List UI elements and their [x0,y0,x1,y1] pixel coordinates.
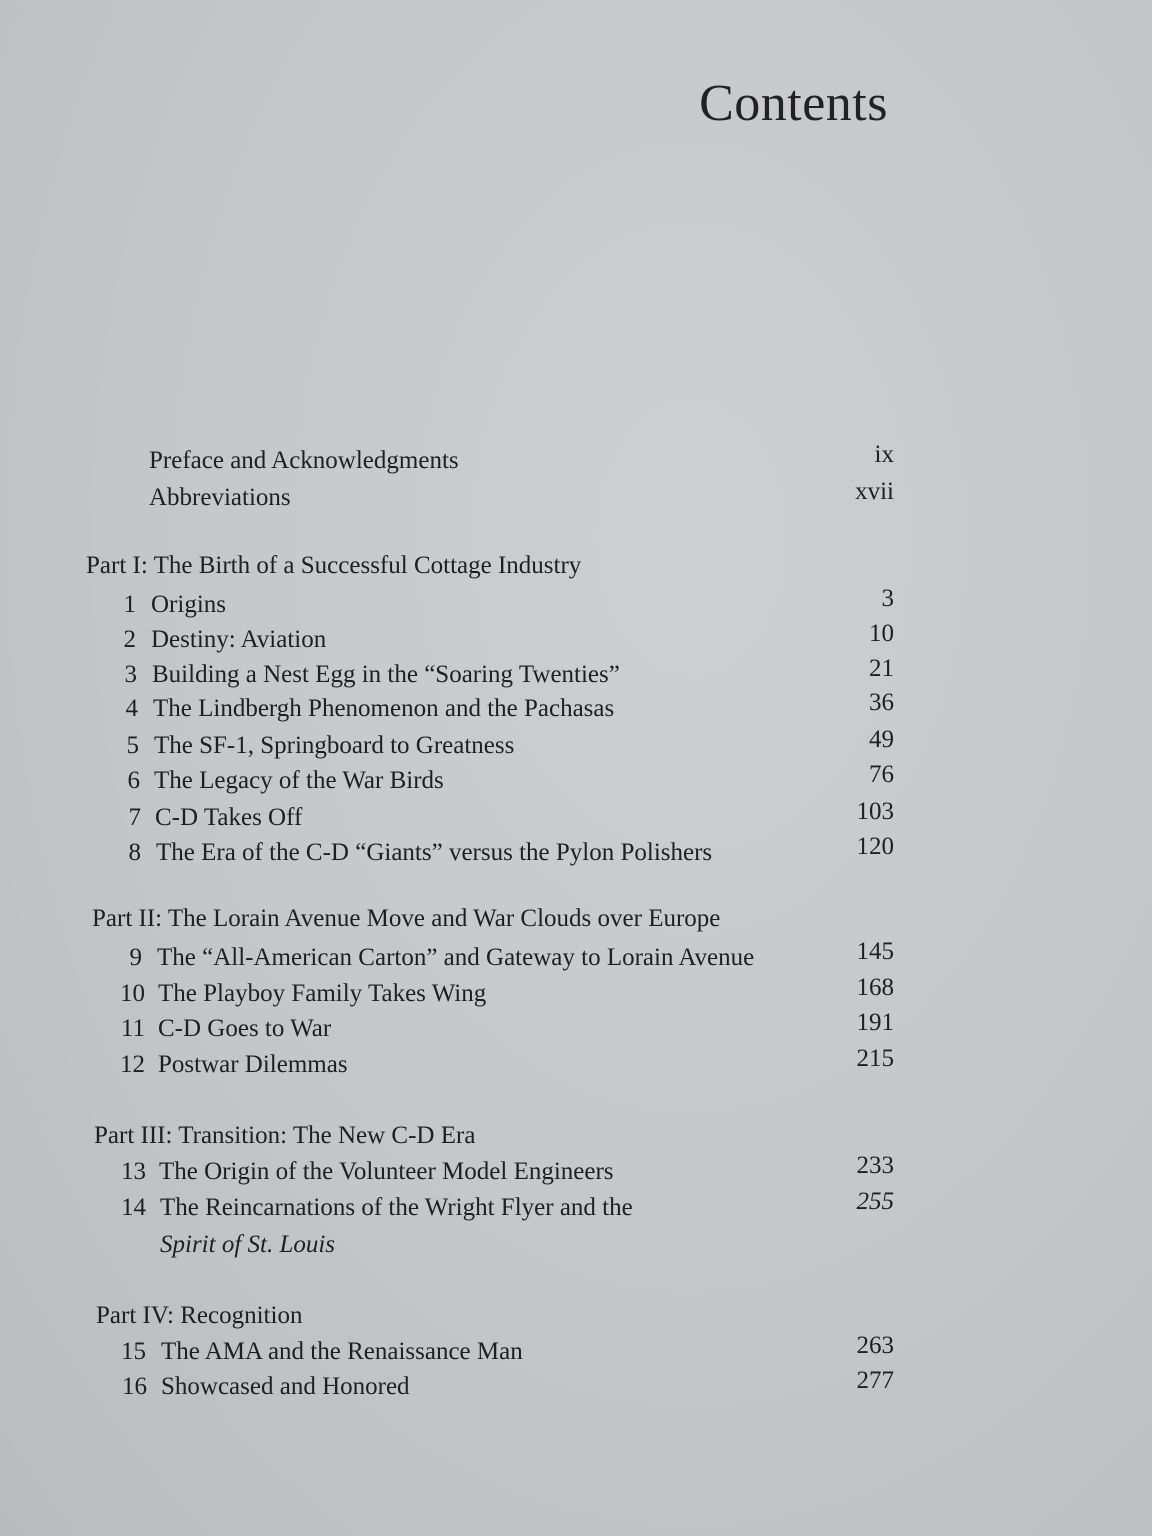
toc-chapter [0,585,1152,620]
chapter-page: 120 [856,833,894,860]
chapter-title: The Reincarnations of the Wright Flyer and the [160,1194,633,1221]
toc-entry-label: Preface and Acknowledgments [149,447,459,474]
chapter-page: 103 [856,798,894,825]
chapter-title: The Origin of the Volunteer Model Engineers [159,1158,614,1185]
chapter-title: The AMA and the Renaissance Man [161,1338,523,1365]
page-title: Contents [699,75,888,132]
part-heading: Part IV: Recognition [96,1302,303,1329]
toc-entry-preface [0,441,1152,476]
part-heading: Part I: The Birth of a Successful Cottage Industry [86,552,582,579]
toc-entry-page: ix [874,441,894,468]
chapter-page: 3 [881,585,894,612]
chapter-number: 8 [128,839,141,866]
chapter-number: 5 [126,732,139,759]
toc-chapter [0,833,1152,868]
chapter-title: C-D Goes to War [158,1015,332,1042]
toc-chapter [0,1332,1152,1367]
toc-chapter [0,1188,1152,1223]
chapter-title: The Legacy of the War Birds [154,767,444,794]
chapter-page: 233 [856,1152,894,1179]
chapter-number: 9 [129,944,142,971]
chapter-number: 1 [123,591,136,618]
toc-chapter [0,974,1152,1009]
chapter-title: The Era of the C-D “Giants” versus the Pylon Polishers [156,839,713,866]
chapter-title: C-D Takes Off [155,804,303,831]
chapter-page: 215 [856,1045,894,1072]
toc-entry-page: xvii [855,478,894,505]
toc-chapter [0,938,1152,973]
chapter-page: 21 [869,655,894,682]
chapter-number: 4 [125,695,138,722]
toc-chapter [0,1009,1152,1044]
chapter-title-continuation: Spirit of St. Louis [160,1231,336,1258]
chapter-number: 2 [123,626,136,653]
chapter-number: 12 [120,1051,145,1078]
chapter-page: 36 [869,689,894,716]
toc-entry-label: Abbreviations [149,484,291,511]
chapter-page: 49 [869,726,894,753]
chapter-title: Postwar Dilemmas [158,1051,348,1078]
chapter-title: Destiny: Aviation [151,626,327,653]
chapter-number: 3 [124,661,137,688]
chapter-number: 11 [120,1015,145,1042]
chapter-number: 16 [122,1373,147,1400]
toc-chapter [0,726,1152,761]
chapter-title: Building a Nest Egg in the “Soaring Twenties” [152,661,620,688]
part-heading: Part III: Transition: The New C-D Era [94,1122,476,1149]
toc-chapter [0,798,1152,833]
chapter-number: 10 [120,980,145,1007]
chapter-number: 7 [128,804,141,831]
toc-chapter [0,1152,1152,1187]
chapter-number: 6 [127,767,140,794]
chapter-number: 15 [121,1338,146,1365]
chapter-title: The Playboy Family Takes Wing [158,980,487,1007]
chapter-title: The SF-1, Springboard to Greatness [154,732,515,759]
chapter-title: The “All-American Carton” and Gateway to Lorain Avenue [157,944,755,971]
chapter-page: 263 [856,1332,894,1359]
chapter-number: 14 [121,1194,146,1221]
chapter-title: Origins [151,591,226,618]
toc-chapter [0,620,1152,655]
chapter-page: 191 [856,1009,894,1036]
toc-entry-abbreviations [0,478,1152,513]
toc-chapter-continuation [0,1230,1152,1260]
toc-chapter [0,1367,1152,1402]
toc-chapter [0,1045,1152,1080]
part-heading: Part II: The Lorain Avenue Move and War Clouds over Europe [92,905,721,932]
chapter-page: 277 [856,1367,894,1394]
chapter-page: 145 [856,938,894,965]
chapter-page: 168 [856,974,894,1001]
toc-chapter [0,689,1152,724]
toc-chapter [0,655,1152,690]
chapter-number: 13 [121,1158,146,1185]
chapter-page: 76 [869,761,894,788]
chapter-page: 10 [869,620,894,647]
toc-chapter [0,761,1152,796]
chapter-title: Showcased and Honored [161,1373,410,1400]
chapter-title: The Lindbergh Phenomenon and the Pachasas [153,695,615,722]
chapter-page: 255 [856,1188,894,1215]
